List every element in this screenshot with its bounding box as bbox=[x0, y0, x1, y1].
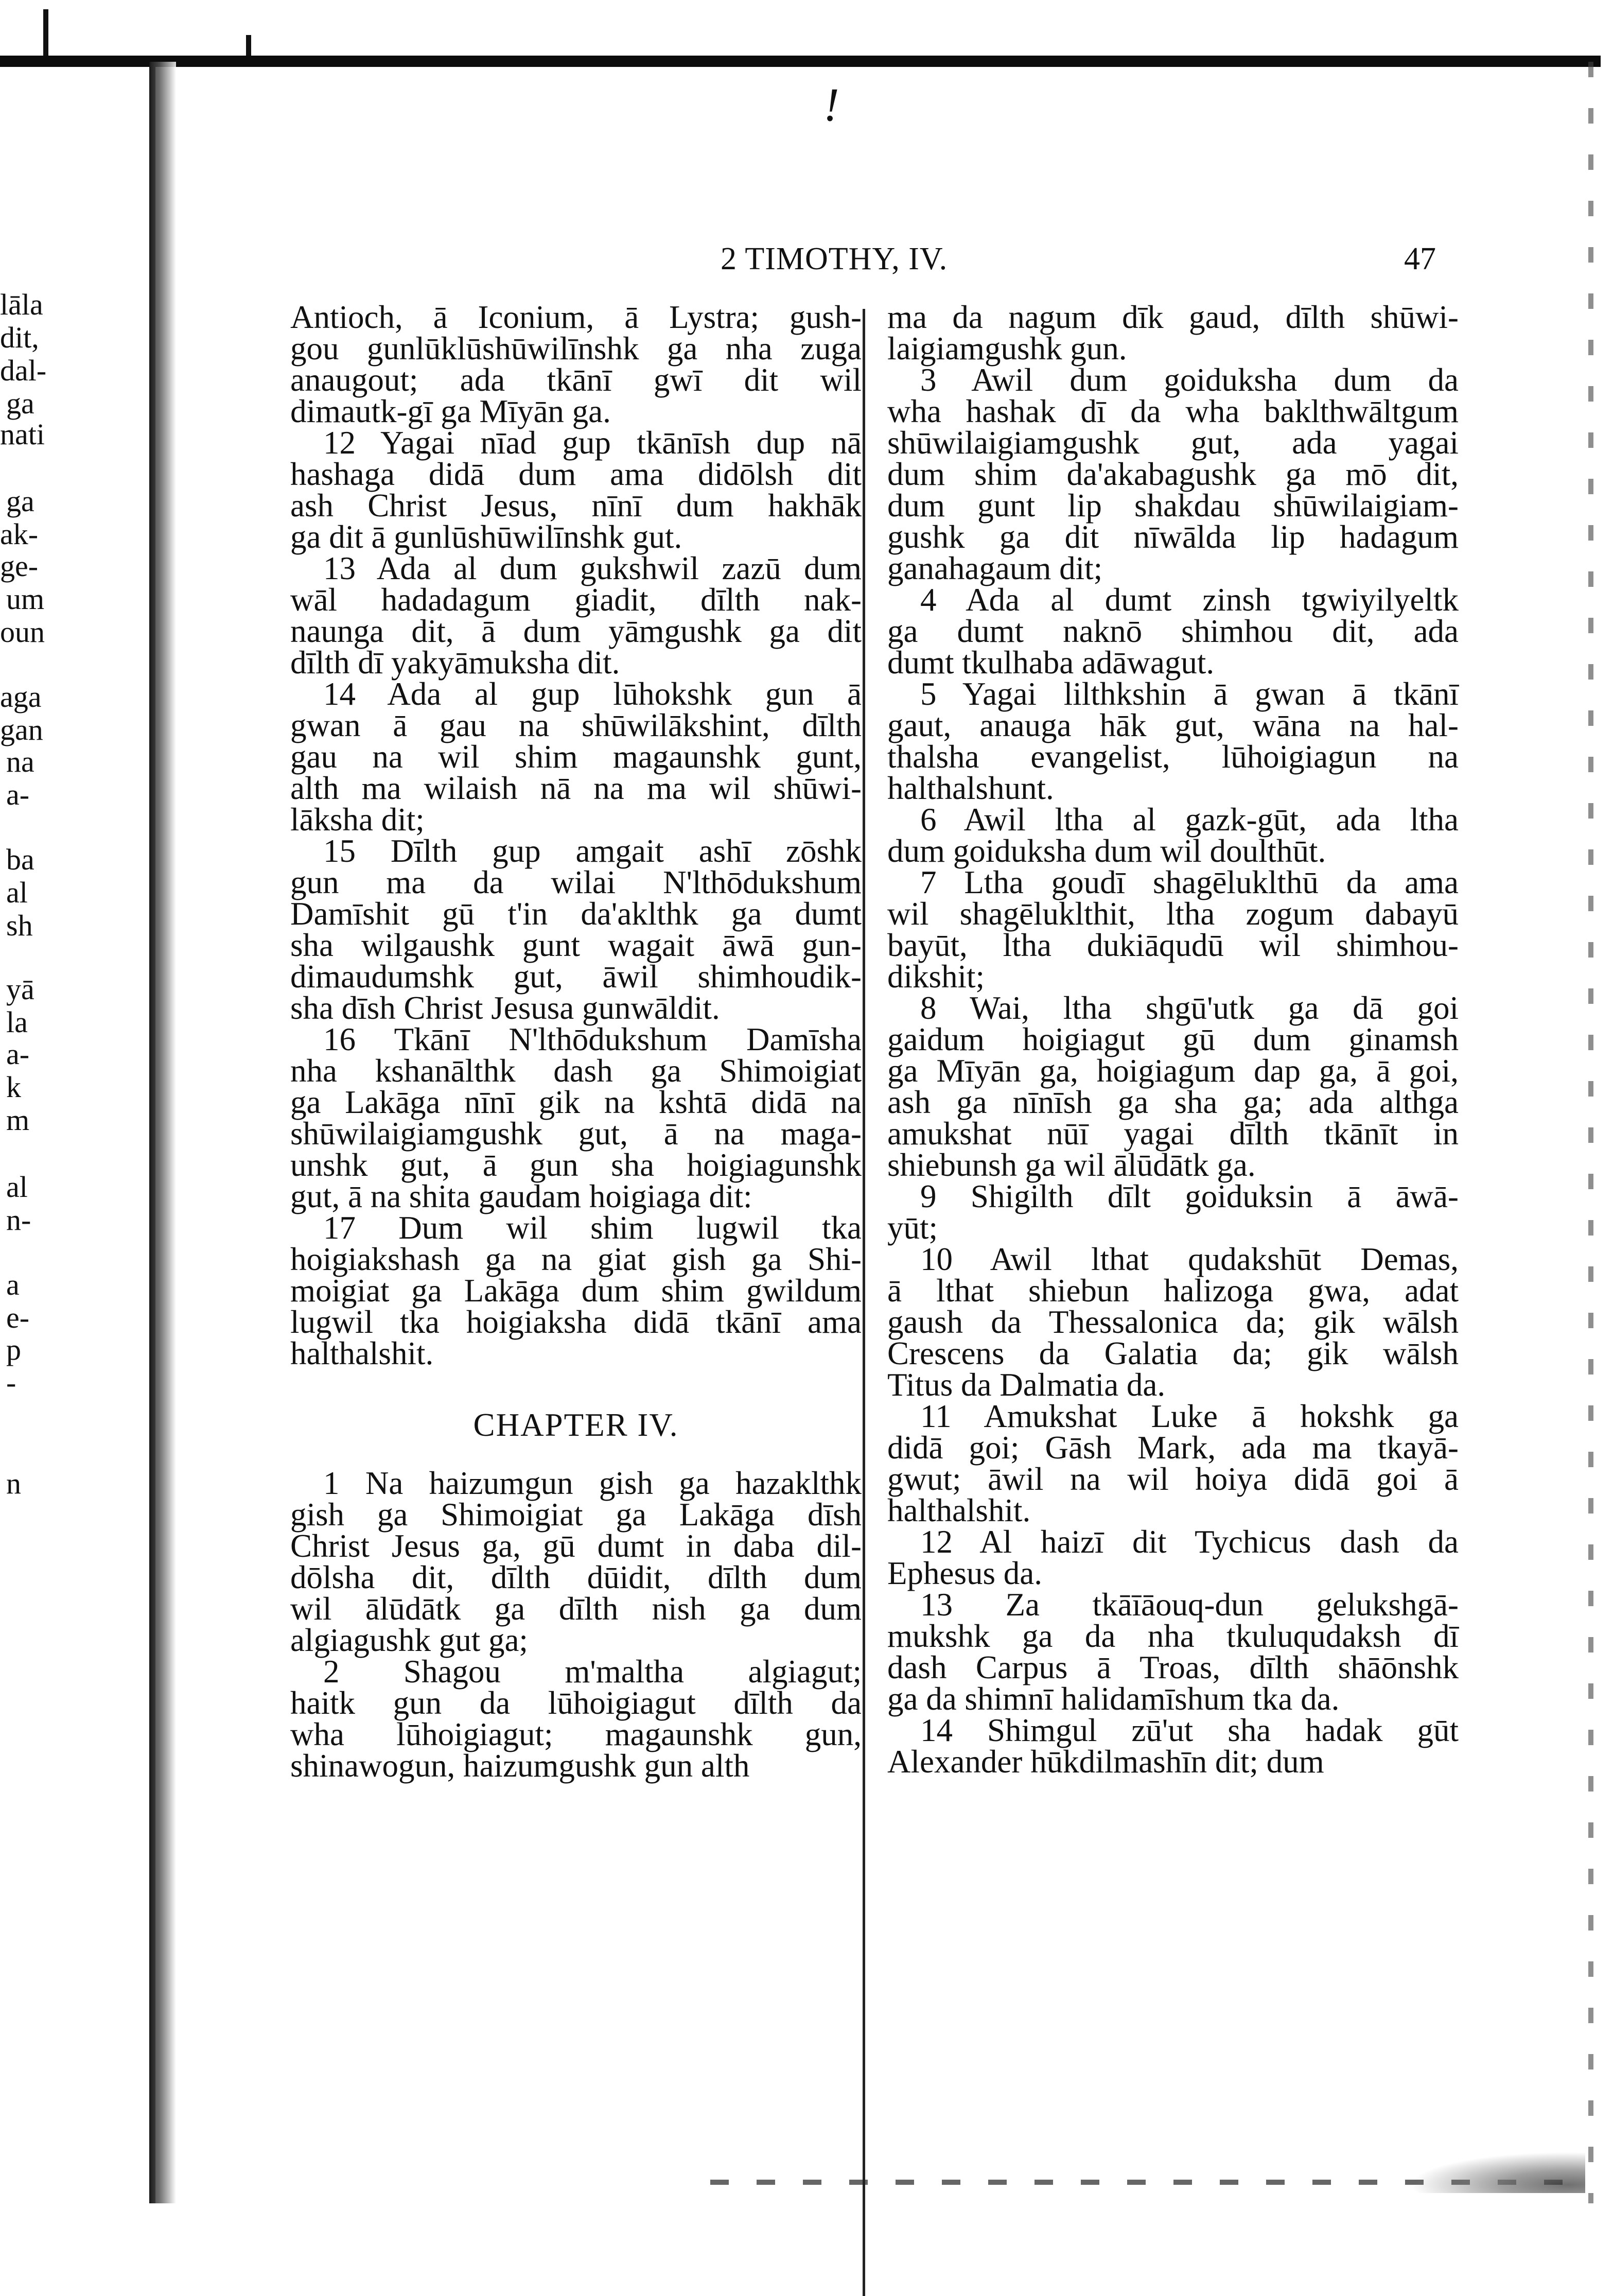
text-line: yūt; bbox=[887, 1210, 938, 1246]
text-line: Alexander hūkdilmashīn dit; dum bbox=[887, 1744, 1324, 1780]
text-line: ganahagaum dit; bbox=[887, 550, 1103, 586]
text-line: Christ Jesus ga, gū dumt in daba dil- bbox=[290, 1528, 862, 1564]
running-head: 2 TIMOTHY, IV. bbox=[721, 241, 948, 276]
text-line: 1 Na haizumgun gish ga hazaklthk bbox=[323, 1465, 862, 1501]
margin-fragment: lāla bbox=[0, 288, 43, 321]
text-line: 4 Ada al dumt zinsh tgwiyilyeltk bbox=[920, 582, 1459, 618]
text-line: thalsha evangelist, lūhoigiagun na bbox=[887, 739, 1459, 775]
text-line: wil shagēluklthit, ltha zogum dabayū bbox=[887, 896, 1459, 932]
text-line: ash ga nīnīsh ga sha ga; ada althga bbox=[887, 1084, 1459, 1120]
text-line: halthalshunt. bbox=[887, 770, 1054, 806]
text-line: lugwil tka hoigiaksha didā tkānī ama bbox=[290, 1304, 862, 1340]
text-line: 13 Za tkāīāouq-dun gelukshgā- bbox=[920, 1587, 1459, 1623]
margin-fragment: a- bbox=[6, 778, 30, 811]
text-line: dōlsha dit, dīlth dūidit, dīlth dum bbox=[290, 1559, 862, 1595]
text-line: 10 Awil lthat qudakshūt Demas, bbox=[920, 1241, 1459, 1277]
text-line: sha wilgaushk gunt wagait āwā gun- bbox=[290, 927, 862, 963]
margin-fragment: n- bbox=[6, 1203, 31, 1237]
text-line: shūwilaigiamgushk gut, ā na maga- bbox=[290, 1116, 862, 1152]
margin-fragment: oun bbox=[0, 615, 45, 649]
margin-fragment: ba bbox=[6, 843, 34, 876]
text-line: Damīshit gū t'in da'aklthk ga dumt bbox=[290, 896, 862, 932]
text-line: 6 Awil ltha al gazk-gūt, ada ltha bbox=[920, 802, 1459, 838]
text-line: gwan ā gau na shūwilākshint, dīlth bbox=[290, 707, 862, 743]
top-scan-border bbox=[0, 56, 1601, 67]
margin-fragment: e- bbox=[6, 1301, 30, 1334]
text-line: ga dit ā gunlūshūwilīnshk gut. bbox=[290, 519, 682, 555]
right-scan-edge bbox=[1588, 62, 1593, 2203]
margin-fragment: aga bbox=[0, 680, 42, 714]
text-line: wāl hadadagum giadit, dīlth nak- bbox=[290, 582, 862, 618]
margin-fragment: na bbox=[6, 745, 34, 778]
text-line: gaush da Thessalonica da; gik wālsh bbox=[887, 1304, 1459, 1340]
margin-fragment: m bbox=[6, 1103, 30, 1137]
margin-fragment: - bbox=[6, 1366, 16, 1399]
margin-fragment: dit, bbox=[0, 321, 39, 354]
text-line: 9 Shigilth dīlt goiduksin ā āwā- bbox=[920, 1178, 1459, 1214]
text-line: gwut; āwil na wil hoiya didā goi ā bbox=[887, 1461, 1459, 1497]
scan-edge-mark bbox=[43, 9, 48, 61]
text-line: gou gunlūklūshūwilīnshk ga nha zuga bbox=[290, 331, 862, 367]
text-line: anaugout; ada tkānī gwī dit wil bbox=[290, 362, 862, 398]
text-line: halthalshit. bbox=[290, 1335, 434, 1371]
margin-fragment: a- bbox=[6, 1037, 30, 1071]
text-line: gau na wil shim magaunshk gunt, bbox=[290, 739, 862, 775]
margin-fragment: n bbox=[6, 1467, 21, 1500]
text-line: 13 Ada al dum gukshwil zazū dum bbox=[323, 550, 862, 586]
text-line: dum shim da'akabagushk ga mō dit, bbox=[887, 456, 1459, 492]
text-line: 8 Wai, ltha shgū'utk ga dā goi bbox=[920, 990, 1459, 1026]
page-corner-shadow bbox=[1410, 2152, 1585, 2193]
text-line: 15 Dīlth gup amgait ashī zōshk bbox=[323, 833, 862, 869]
text-line: gut, ā na shita gaudam hoigiaga dit: bbox=[290, 1178, 752, 1214]
text-line: ā lthat shiebun halizoga gwa, adat bbox=[887, 1273, 1459, 1309]
text-line: hoigiakshash ga na giat gish ga Shi- bbox=[290, 1241, 862, 1277]
text-line: dash Carpus ā Troas, dīlth shāōnshk bbox=[887, 1649, 1459, 1685]
text-line: dimaudumshk gut, āwil shimhoudik- bbox=[290, 959, 862, 995]
text-line: shūwilaigiamgushk gut, ada yagai bbox=[887, 425, 1459, 461]
right-text-column bbox=[887, 299, 1459, 1780]
text-line: Antioch, ā Iconium, ā Lystra; gush- bbox=[290, 299, 862, 335]
margin-fragment: ga bbox=[6, 387, 34, 420]
text-line: Titus da Dalmatia da. bbox=[887, 1367, 1166, 1403]
text-line: 14 Ada al gup lūhokshk gun ā bbox=[323, 676, 862, 712]
margin-fragment: k bbox=[6, 1070, 21, 1104]
text-line: gaut, anauga hāk gut, wāna na hal- bbox=[887, 707, 1459, 743]
text-line: dikshit; bbox=[887, 959, 985, 995]
text-line: Ephesus da. bbox=[887, 1555, 1042, 1591]
text-line: naunga dit, ā dum yāmgushk ga dit bbox=[290, 613, 862, 649]
text-line: laigiamgushk gun. bbox=[887, 331, 1127, 367]
text-line: Crescens da Galatia da; gik wālsh bbox=[887, 1335, 1459, 1371]
text-line: 17 Dum wil shim lugwil tka bbox=[323, 1210, 862, 1246]
text-line: 11 Amukshat Luke ā hokshk ga bbox=[920, 1398, 1459, 1434]
text-line: ma da nagum dīk gaud, dīlth shūwi- bbox=[887, 299, 1459, 335]
left-text-column bbox=[290, 299, 862, 1784]
margin-fragment: nati bbox=[0, 418, 45, 451]
text-line: ga dumt naknō shimhou dit, ada bbox=[887, 613, 1459, 649]
margin-fragment: ga bbox=[6, 484, 34, 518]
text-line: 12 Yagai nīad gup tkānīsh dup nā bbox=[323, 425, 862, 461]
margin-fragment: p bbox=[6, 1333, 21, 1366]
text-line: alth ma wilaish nā na ma wil shūwi- bbox=[290, 770, 862, 806]
margin-fragment: ak- bbox=[0, 517, 39, 551]
text-line: 7 Ltha goudī shagēluklthū da ama bbox=[920, 864, 1459, 900]
text-line: bayūt, ltha dukiāqudū wil shimhou- bbox=[887, 927, 1459, 963]
stray-ink-mark: ! bbox=[823, 78, 839, 131]
text-line: ga Lakāga nīnī gik na kshtā didā na bbox=[290, 1084, 862, 1120]
margin-fragment: al bbox=[6, 876, 28, 909]
text-line: ga da shimnī halidamīshum tka da. bbox=[887, 1681, 1340, 1717]
margin-fragment: la bbox=[6, 1005, 28, 1039]
margin-fragment: a bbox=[6, 1268, 20, 1301]
margin-fragment: dal- bbox=[0, 354, 47, 387]
text-line: mukshk ga da nha tkuluqudaksh dī bbox=[887, 1618, 1459, 1654]
text-line: lāksha dit; bbox=[290, 802, 425, 838]
page-number: 47 bbox=[1404, 241, 1436, 276]
text-line: 5 Yagai lilthkshin ā gwan ā tkānī bbox=[920, 676, 1459, 712]
text-line: 14 Shimgul zū'ut sha hadak gūt bbox=[920, 1712, 1459, 1748]
text-line: dum goiduksha dum wil doulthūt. bbox=[887, 833, 1326, 869]
text-line: hashaga didā dum ama didōlsh dit bbox=[290, 456, 862, 492]
margin-fragment: al bbox=[6, 1170, 28, 1204]
margin-fragment: um bbox=[6, 582, 45, 616]
text-line: dīlth dī yakyāmuksha dit. bbox=[290, 645, 620, 681]
margin-fragment: sh bbox=[6, 909, 33, 942]
text-line: shinawogun, haizumgushk gun alth bbox=[290, 1748, 750, 1784]
text-line: 3 Awil dum goiduksha dum da bbox=[920, 362, 1459, 398]
text-line: algiagushk gut ga; bbox=[290, 1622, 528, 1658]
text-line: dimautk-gī ga Mīyān ga. bbox=[290, 393, 611, 429]
text-line: unshk gut, ā gun sha hoigiagunshk bbox=[290, 1147, 862, 1183]
text-line: nha kshanālthk dash ga Shimoigiat bbox=[290, 1053, 862, 1089]
text-line: 16 Tkānī N'lthōdukshum Damīsha bbox=[323, 1021, 862, 1057]
margin-fragment: gan bbox=[0, 713, 43, 746]
binding-gutter-shadow bbox=[150, 62, 176, 2203]
text-line: wha hashak dī da wha baklthwāltgum bbox=[887, 393, 1459, 429]
text-line: didā goi; Gāsh Mark, ada ma tkayā- bbox=[887, 1430, 1459, 1466]
text-line: sha dīsh Christ Jesusa gunwāldit. bbox=[290, 990, 720, 1026]
text-line: shiebunsh ga wil ālūdātk ga. bbox=[887, 1147, 1256, 1183]
text-line: wha lūhoigiagut; magaunshk gun, bbox=[290, 1716, 862, 1752]
margin-fragment: yā bbox=[6, 972, 34, 1006]
column-divider bbox=[863, 309, 865, 2296]
chapter-heading: CHAPTER IV. bbox=[473, 1407, 679, 1443]
text-line: gish ga Shimoigiat ga Lakāga dīsh bbox=[290, 1497, 862, 1533]
text-line: 12 Al haizī dit Tychicus dash da bbox=[920, 1524, 1459, 1560]
text-line: gun ma da wilai N'lthōdukshum bbox=[290, 864, 862, 900]
text-line: ash Christ Jesus, nīnī dum hakhāk bbox=[290, 488, 862, 524]
text-line: halthalshit. bbox=[887, 1492, 1031, 1528]
text-line: amukshat nūī yagai dīlth tkānīt in bbox=[887, 1116, 1459, 1152]
text-line: dum gunt lip shakdau shūwilaigiam- bbox=[887, 488, 1459, 524]
margin-fragment: ge- bbox=[0, 549, 39, 583]
text-line: moigiat ga Lakāga dum shim gwildum bbox=[290, 1273, 862, 1309]
text-line: gaidum hoigiagut gū dum ginamsh bbox=[887, 1021, 1459, 1057]
text-line: dumt tkulhaba adāwagut. bbox=[887, 645, 1215, 681]
text-line: haitk gun da lūhoigiagut dīlth da bbox=[290, 1685, 862, 1721]
text-line: 2 Shagou m'maltha algiagut; bbox=[323, 1654, 862, 1690]
text-line: wil ālūdātk ga dīlth nish ga dum bbox=[290, 1591, 862, 1627]
text-line: ga Mīyān ga, hoigiagum dap ga, ā goi, bbox=[887, 1053, 1459, 1089]
text-line: gushk ga dit nīwālda lip hadagum bbox=[887, 519, 1459, 555]
